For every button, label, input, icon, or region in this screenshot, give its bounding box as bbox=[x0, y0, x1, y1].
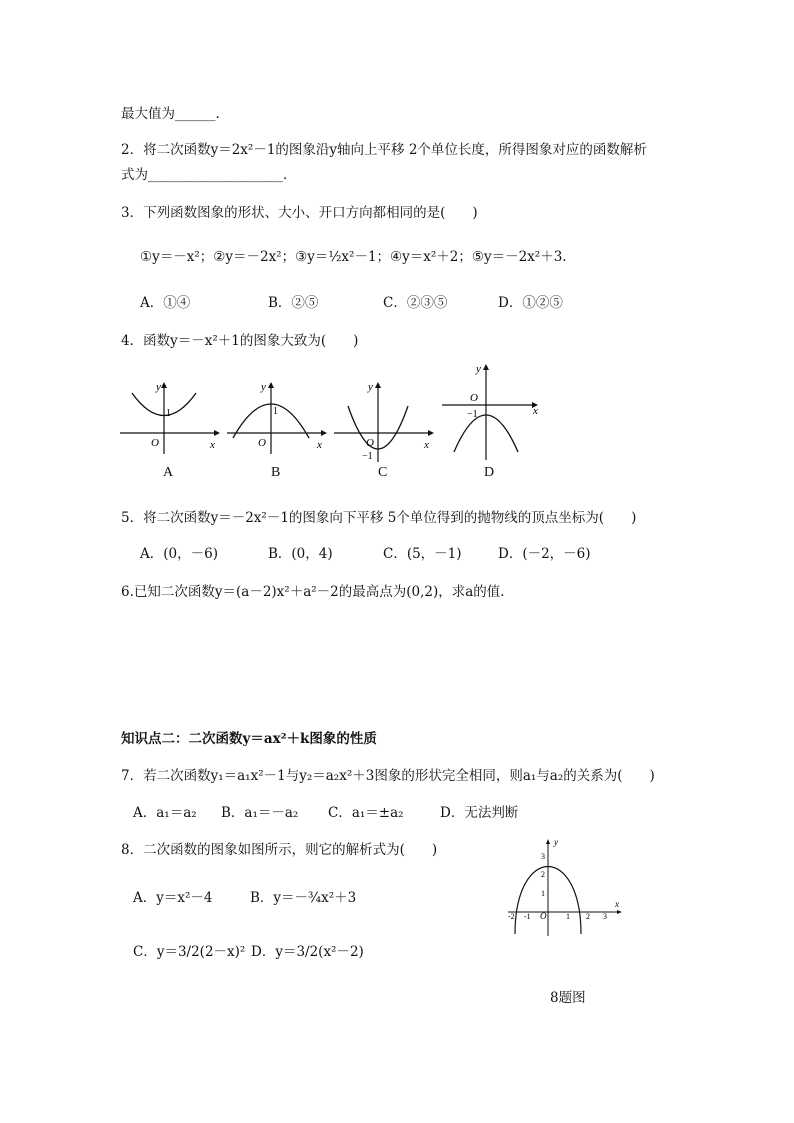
q4-graph-a bbox=[118, 378, 222, 456]
axis-y-label: y bbox=[261, 381, 266, 393]
x-tick-label: -1 bbox=[524, 912, 531, 921]
q8-option-b: B．y＝－¾x²＋3 bbox=[250, 890, 357, 906]
q3-stem: 3．下列函数图象的形状、大小、开口方向都相同的是( ) bbox=[121, 205, 478, 221]
q3-option-d: D．①②⑤ bbox=[498, 295, 563, 311]
origin-label: O bbox=[258, 437, 266, 449]
y-tick-label: 2 bbox=[541, 870, 545, 879]
axis-y-label: y bbox=[368, 381, 373, 393]
q7-stem: 7．若二次函数y₁＝a₁x²－1与y₂＝a₂x²＋3图象的形状完全相同，则a₁与a₂的关系为( ) bbox=[121, 768, 655, 784]
axis-y-label: y bbox=[156, 381, 161, 393]
x-tick-label: 3 bbox=[603, 912, 607, 921]
tick-label: −1 bbox=[362, 451, 373, 462]
q2-line1: 2．将二次函数y＝2x²－1的图象沿y轴向上平移 2个单位长度，所得图象对应的函数解析 bbox=[121, 142, 647, 158]
q8-stem: 8．二次函数的图象如图所示，则它的解析式为( ) bbox=[121, 842, 438, 858]
q2-line2: 式为____________________． bbox=[121, 167, 297, 183]
x-tick-label: 1 bbox=[566, 912, 570, 921]
q7-option-d: D．无法判断 bbox=[440, 805, 519, 821]
origin-label: O bbox=[540, 911, 547, 921]
q6: 6.已知二次函数y＝(a－2)x²＋a²－2的最高点为(0,2)，求a的值． bbox=[121, 584, 514, 600]
x-tick-label: 2 bbox=[586, 912, 590, 921]
q5-option-a: A．(0，－6) bbox=[140, 546, 218, 562]
q7-option-a: A．a₁＝a₂ bbox=[133, 805, 197, 821]
origin-label: O bbox=[151, 437, 159, 449]
q7-option-c: C．a₁＝±a₂ bbox=[328, 805, 404, 821]
axis-x-label: x bbox=[424, 439, 429, 451]
q5-stem: 5．将二次函数y＝－2x²－1的图象向下平移 5个单位得到的抛物线的顶点坐标为( ) bbox=[121, 510, 637, 526]
q4-label-b: B bbox=[271, 465, 281, 480]
q3-option-c: C．②③⑤ bbox=[383, 295, 448, 311]
q8-figure-caption: 8题图 bbox=[550, 990, 586, 1006]
tick-label: 1 bbox=[273, 406, 278, 417]
axis-x-label: x bbox=[317, 439, 322, 451]
axis-y-label: y bbox=[476, 363, 481, 375]
q4-label-c: C bbox=[378, 465, 388, 480]
q4-graph-d bbox=[440, 360, 546, 462]
q8-option-c: C．y＝3/2(2－x)² bbox=[133, 944, 246, 960]
q4-graph-c bbox=[332, 378, 436, 464]
q5-option-d: D．(－2，－6) bbox=[498, 546, 591, 562]
q5-option-c: C．(5，－1) bbox=[383, 546, 462, 562]
axis-x-label: x bbox=[615, 899, 619, 909]
axis-x-label: x bbox=[210, 439, 215, 451]
q8-option-a: A．y＝x²－4 bbox=[133, 890, 213, 906]
y-tick-label: 1 bbox=[541, 889, 545, 898]
q4-label-a: A bbox=[163, 465, 174, 480]
q4-label-d: D bbox=[484, 465, 495, 480]
axis-y-label: y bbox=[554, 837, 558, 847]
q7-option-b: B．a₁＝－a₂ bbox=[221, 805, 299, 821]
y-tick-label: 3 bbox=[541, 852, 545, 861]
q4-graph-b bbox=[225, 378, 329, 456]
q3-list: ①y＝－x²；②y＝－2x²；③y＝½x²－1；④y＝x²＋2；⑤y＝－2x²＋3. bbox=[140, 249, 567, 265]
origin-label: O bbox=[470, 392, 478, 404]
q4-stem: 4．函数y＝－x²＋1的图象大致为( ) bbox=[121, 333, 359, 349]
section2-title: 知识点二：二次函数y＝ax²＋k图象的性质 bbox=[121, 731, 377, 747]
axis-x-label: x bbox=[533, 405, 538, 417]
q8-option-d: D．y＝3/2(x²－2) bbox=[251, 944, 364, 960]
q8-figure bbox=[503, 836, 628, 938]
origin-label: O bbox=[366, 437, 374, 449]
q3-option-b: B．②⑤ bbox=[268, 295, 319, 311]
x-tick-label: -2 bbox=[508, 912, 515, 921]
q3-option-a: A．①④ bbox=[140, 295, 191, 311]
tick-label: −1 bbox=[467, 409, 478, 420]
q1-tail: 最大值为______. bbox=[121, 106, 220, 122]
tick-label: 1 bbox=[166, 408, 171, 419]
q5-option-b: B．(0，4) bbox=[268, 546, 333, 562]
